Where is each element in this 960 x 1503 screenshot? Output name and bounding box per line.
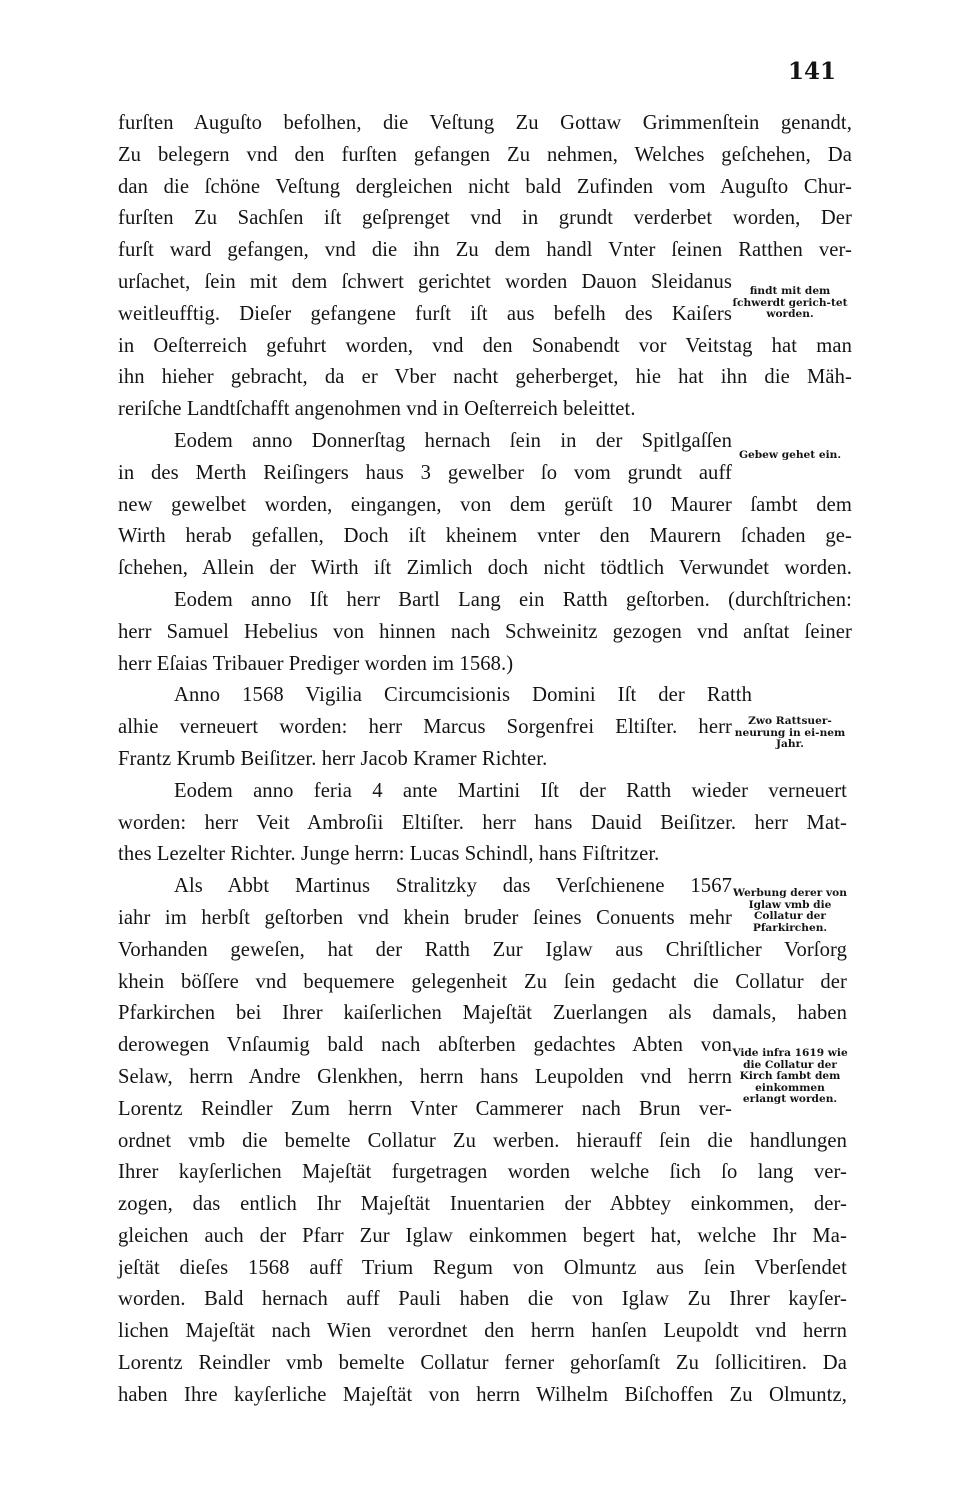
- text-line: Als Abbt Martinus Stralitzky das Verſchienene 1567: [174, 875, 732, 898]
- text-line: Zu belegern vnd den furſten gefangen Zu nehmen, Welches geſchehen, Da: [118, 143, 852, 166]
- text-line: lichen Majeſtät nach Wien verordnet den herrn hanſen Leupoldt vnd herrn: [118, 1320, 847, 1343]
- text-line: Ihrer kayſerlichen Majeſtät furgetragen worden welche ſich ſo lang ver-: [118, 1161, 847, 1184]
- text-line: worden. Bald hernach auff Pauli haben die von Iglaw Zu Ihrer kayſer-: [118, 1288, 847, 1311]
- text-line: Eodem anno Iſt herr Bartl Lang ein Ratth geſtorben. (durchſtrichen:: [174, 588, 852, 611]
- text-line: Lorentz Reindler vmb bemelte Collatur ferner gehorſamſt Zu ſollicitiren. Da: [118, 1352, 847, 1375]
- text-line: in Oeſterreich gefuhrt worden, vnd den Sonabendt vor Veitstag hat man: [118, 334, 852, 357]
- text-line: zogen, das entlich Ihr Majeſtät Inuentarien der Abbtey einkommen, der-: [118, 1193, 847, 1216]
- page-number: 141: [788, 58, 837, 85]
- text-line: reriſche Landtſchafft angenohmen vnd in Oeſterreich beleittet.: [118, 398, 636, 421]
- text-line: Selaw, herrn Andre Glenkhen, herrn hans Leupolden vnd herrn: [118, 1065, 732, 1088]
- text-line: weitleufftig. Dieſer gefangene furſt iſt aus befelh des Kaiſers: [118, 302, 732, 325]
- text-line: furſt ward gefangen, vnd die ihn Zu dem handl Vnter ſeinen Ratthen ver-: [118, 239, 852, 262]
- text-line: worden: herr Veit Ambroſii Eltiſter. herr hans Dauid Beiſitzer. herr Mat-: [118, 811, 847, 834]
- text-line: thes Lezelter Richter. Junge herrn: Lucas Schindl, hans Fiſtritzer.: [118, 843, 660, 866]
- text-line: herr Samuel Hebelius von hinnen nach Schweinitz gezogen vnd anſtat ſeiner: [118, 620, 852, 643]
- margin-note: findt mit dem ſchwerdt gerich-tet worden.: [732, 285, 848, 320]
- text-line: Pfarkirchen bei Ihrer kaiſerlichen Majeſtät Zuerlangen als damals, haben: [118, 1002, 847, 1025]
- margin-note: Vide infra 1619 wie die Collatur der Kirch ſambt dem einkommen erlangt worden.: [732, 1047, 848, 1105]
- text-line: Lorentz Reindler Zum herrn Vnter Cammerer nach Brun ver-: [118, 1097, 732, 1120]
- text-line: gleichen auch der Pfarr Zur Iglaw einkommen begert hat, welche Ihr Ma-: [118, 1224, 847, 1247]
- text-line: Vorhanden geweſen, hat der Ratth Zur Iglaw aus Chriſtlicher Vorſorg: [118, 938, 847, 961]
- text-line: jeſtät dieſes 1568 auff Trium Regum von Olmuntz aus ſein Vberſendet: [118, 1256, 847, 1279]
- margin-note: Zwo Rattsuer-neurung in ei-nem Jahr.: [734, 715, 846, 750]
- text-line: Wirth herab gefallen, Doch iſt kheinem vnter den Maurern ſchaden ge-: [118, 525, 852, 548]
- text-line: iahr im herbſt geſtorben vnd khein bruder ſeines Conuents mehr: [118, 906, 732, 929]
- text-line: Frantz Krumb Beiſitzer. herr Jacob Kramer Richter.: [118, 747, 548, 770]
- text-line: dan die ſchöne Veſtung dergleichen nicht bald Zufinden vom Auguſto Chur-: [118, 175, 852, 198]
- text-line: Anno 1568 Vigilia Circumcisionis Domini Iſt der Ratth: [174, 684, 752, 707]
- text-line: Eodem anno feria 4 ante Martini Iſt der Ratth wieder verneuert: [174, 779, 847, 802]
- text-line: new gewelbet worden, eingangen, von dem gerüſt 10 Maurer ſambt dem: [118, 493, 852, 516]
- text-line: alhie verneuert worden: herr Marcus Sorgenfrei Eltiſter. herr: [118, 716, 732, 739]
- text-line: ihn hieher gebracht, da er Vber nacht geherberget, hie hat ihn die Mäh-: [118, 366, 852, 389]
- text-line: khein böſſere vnd bequemere gelegenheit Zu ſein gedacht die Collatur der: [118, 970, 847, 993]
- margin-note: Gebew gehet ein.: [738, 449, 842, 461]
- text-line: in des Merth Reiſingers haus 3 gewelber ſo vom grundt auff: [118, 461, 732, 484]
- text-line: herr Eſaias Tribauer Prediger worden im 1568.): [118, 652, 514, 675]
- text-line: derowegen Vnſaumig bald nach abſterben gedachtes Abten von: [118, 1034, 732, 1057]
- text-line: haben Ihre kayſerliche Majeſtät von herrn Wilhelm Biſchoffen Zu Olmuntz,: [118, 1383, 847, 1406]
- text-line: furſten Auguſto befolhen, die Veſtung Zu Gottaw Grimmenſtein genandt,: [118, 112, 852, 134]
- text-line: ordnet vmb die bemelte Collatur Zu werben. hierauff ſein die handlungen: [118, 1129, 847, 1152]
- text-line: Eodem anno Donnerſtag hernach ſein in der Spitlgaſſen: [174, 429, 732, 452]
- text-line: urſachet, ſein mit dem ſchwert gerichtet worden Dauon Sleidanus: [118, 270, 732, 293]
- margin-note: Werbung derer von Iglaw vmb die Collatur der Pfarkirchen.: [733, 887, 847, 934]
- text-line: ſchehen, Allein der Wirth iſt Zimlich doch nicht tödtlich Verwundet worden.: [118, 557, 852, 580]
- text-line: furſten Zu Sachſen iſt geſprenget vnd in grundt verderbet worden, Der: [118, 207, 852, 230]
